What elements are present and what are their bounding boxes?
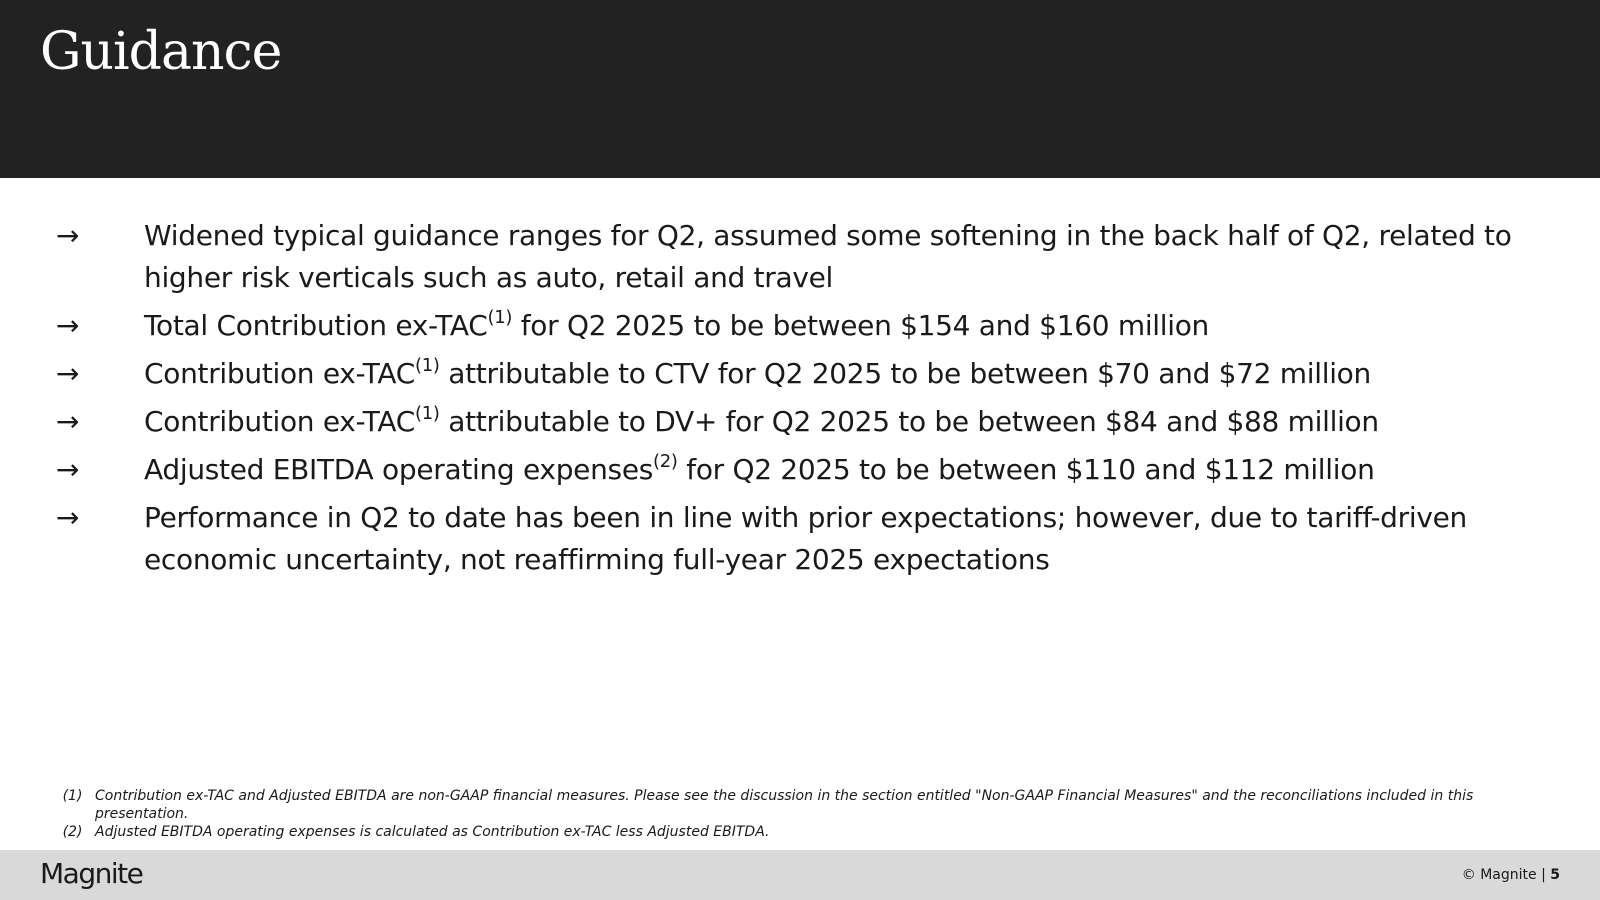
footnote-reference: (1) (415, 355, 440, 376)
arrow-right-icon: → (56, 501, 80, 534)
bullet-text-part: Adjusted EBITDA operating expenses (144, 453, 654, 486)
footnote (50, 787, 1480, 823)
bullet-item (56, 215, 1556, 299)
footnote-marker: (1) (62, 788, 83, 804)
bullet-item (56, 449, 1556, 491)
bullet-text-part: attributable to DV+ for Q2 2025 to be between $84 and $88 million (439, 405, 1379, 438)
bullet-text (144, 353, 1556, 395)
arrow-right-icon: → (56, 405, 80, 438)
footnote-reference: (1) (415, 403, 440, 424)
bullet-item (56, 497, 1556, 581)
page-number: 5 (1550, 867, 1560, 883)
bullet-text: Performance in Q2 to date has been in line with prior expectations; however, due to tariff-driven economic uncertainty, not reaffirming full-year 2025 expectations (144, 501, 1467, 576)
bullet-text-part: for Q2 2025 to be between $154 and $160 million (512, 309, 1210, 342)
bullet-text: Widened typical guidance ranges for Q2, assumed some softening in the back half of Q2, related to higher risk verticals such as auto, retail and travel (144, 219, 1512, 294)
bullet-text (144, 305, 1556, 347)
copyright-text: © Magnite | (1461, 867, 1551, 883)
slide-title: Guidance (40, 22, 282, 82)
bullet-item (56, 305, 1556, 347)
bullet-text-part: Total Contribution ex-TAC (144, 309, 488, 342)
footnote-reference: (2) (653, 451, 678, 472)
bullet-text-part: Contribution ex-TAC (144, 357, 416, 390)
footnote-marker: (2) (62, 824, 83, 840)
bullet-item (56, 401, 1556, 443)
footer-copyright (1462, 865, 1560, 885)
slide-header (0, 0, 1600, 178)
footnotes (50, 787, 1480, 841)
bullet-text (144, 449, 1556, 491)
bullet-text-part: Contribution ex-TAC (144, 405, 416, 438)
footnote (50, 823, 1480, 841)
footnote-text: Adjusted EBITDA operating expenses is calculated as Contribution ex-TAC less Adjusted EBITDA. (95, 824, 770, 840)
footnote-reference: (1) (487, 307, 513, 328)
footnote-text: Contribution ex-TAC and Adjusted EBITDA are non-GAAP financial measures. Please see the discussion in the section entitled "Non-GAAP Financial Measures" and the reconciliations included in this presentation. (95, 788, 1474, 822)
arrow-right-icon: → (56, 453, 80, 486)
bullet-text (144, 401, 1556, 443)
magnite-logo: Magnite (40, 857, 143, 890)
bullet-text-part: for Q2 2025 to be between $110 and $112 million (677, 453, 1375, 486)
bullet-item (56, 353, 1556, 395)
arrow-right-icon: → (56, 309, 80, 342)
guidance-bullet-list (56, 215, 1556, 587)
arrow-right-icon: → (56, 357, 80, 390)
slide-footer (0, 850, 1600, 900)
arrow-right-icon: → (56, 219, 80, 252)
bullet-text-part: attributable to CTV for Q2 2025 to be between $70 and $72 million (439, 357, 1371, 390)
